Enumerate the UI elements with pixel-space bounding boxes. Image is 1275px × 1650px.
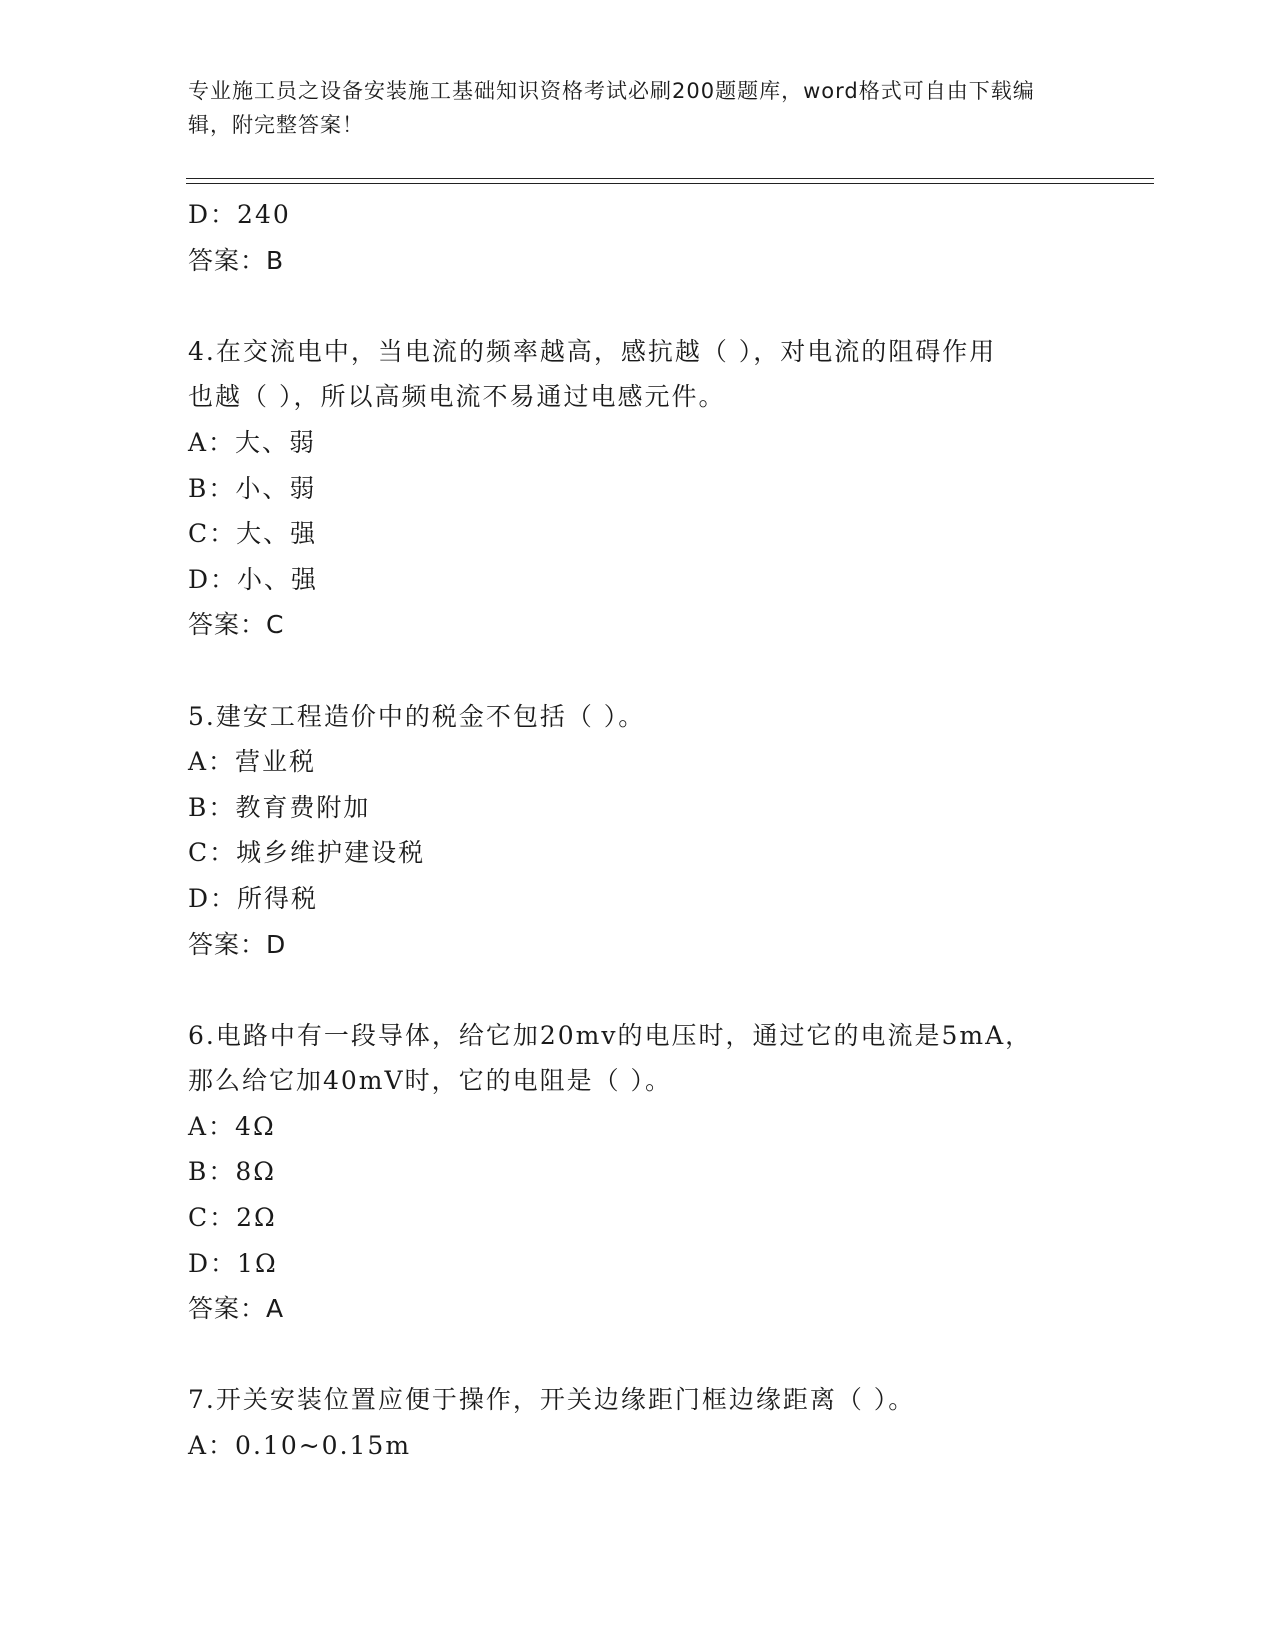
option-d: D：所得税	[188, 883, 319, 913]
option-b: B：小、弱	[188, 473, 317, 503]
option-c: C：城乡维护建设税	[188, 838, 426, 868]
question-stem: 那么给它加40mV时，它的电阻是（ ）。	[188, 1066, 673, 1096]
header-rule-top	[186, 178, 1154, 179]
option-c: C：大、强	[188, 519, 318, 549]
option-c: C：2Ω	[188, 1203, 277, 1233]
question-stem: 7.开关安装位置应便于操作，开关边缘距门框边缘距离（ ）。	[188, 1385, 916, 1415]
option-a: A：0.10~0.15m	[188, 1431, 412, 1461]
document-body	[188, 192, 1088, 1469]
spacer	[188, 1332, 1088, 1378]
header-rule-bottom	[186, 183, 1154, 184]
spacer	[188, 967, 1088, 1013]
answer: 答案：A	[188, 1294, 285, 1324]
spacer	[188, 648, 1088, 694]
option-a: A：营业税	[188, 747, 317, 777]
option-d: D：240	[188, 200, 291, 229]
spacer	[188, 283, 1088, 329]
option-a: A：大、弱	[188, 427, 317, 457]
question-stem: 5.建安工程造价中的税金不包括（ ）。	[188, 701, 646, 731]
question-7	[188, 1377, 1088, 1468]
option-b: B：8Ω	[188, 1157, 277, 1187]
question-stem: 也越（ ），所以高频电流不易通过电感元件。	[188, 382, 726, 412]
question-stem: 6.电路中有一段导体，给它加20mv的电压时，通过它的电流是5mA，	[188, 1020, 1033, 1050]
option-b: B：教育费附加	[188, 792, 371, 822]
question-4	[188, 329, 1088, 648]
question-6	[188, 1013, 1088, 1332]
answer: 答案：C	[188, 610, 285, 640]
question-stem: 4.在交流电中，当电流的频率越高，感抗越（ ），对电流的阻碍作用	[188, 336, 997, 366]
question-5	[188, 694, 1088, 968]
option-a: A：4Ω	[188, 1111, 276, 1141]
answer: 答案：B	[188, 245, 285, 275]
document-header: 专业施工员之设备安装施工基础知识资格考试必刷200题题库，word格式可自由下载编辑，附完整答案！	[188, 79, 1035, 137]
option-d: D：1Ω	[188, 1248, 278, 1278]
answer: 答案：D	[188, 929, 287, 959]
option-d: D：小、强	[188, 564, 319, 594]
